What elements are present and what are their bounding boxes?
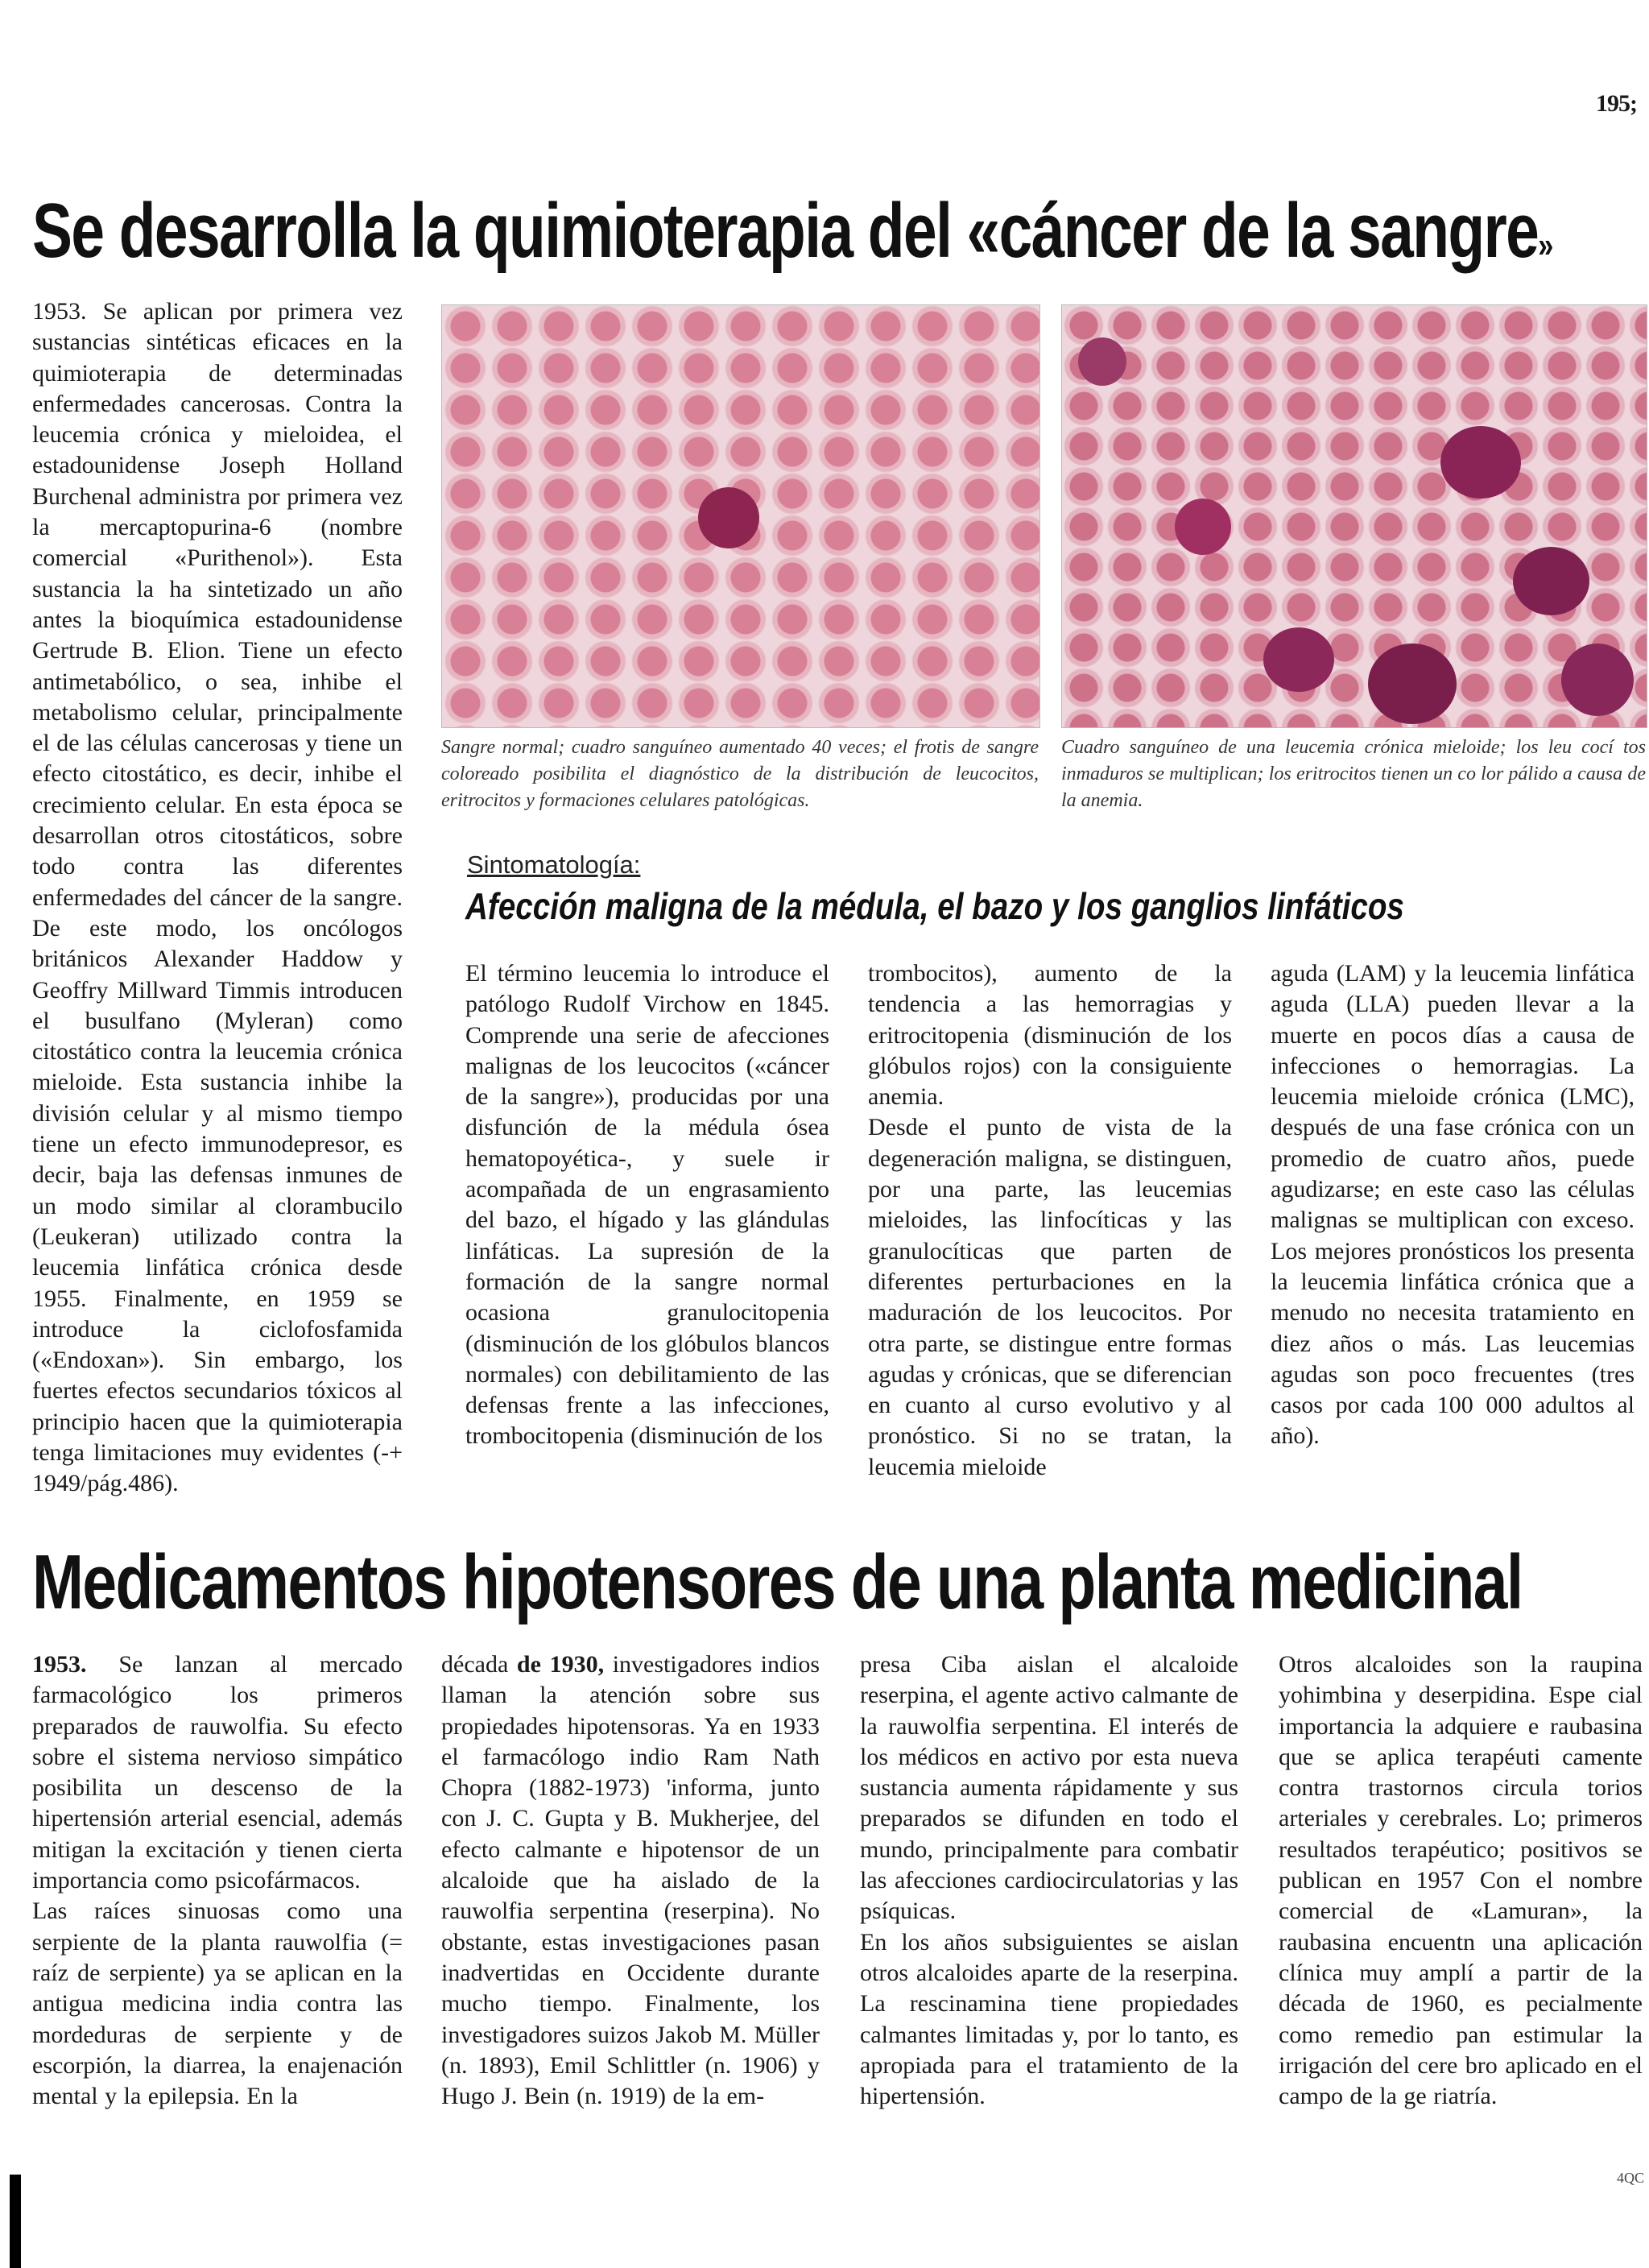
article2-title: Medicamentos hipotensores de una planta medicinal: [32, 1539, 1523, 1625]
year-lead: 1953.: [32, 1651, 87, 1678]
article2-column-1: [32, 1649, 403, 2112]
column-text: Las raíces sinuosas como una serpiente de la planta rauwolfia (= raíz de serpiente) ya se aplican en la antigua medicina india contra las mordeduras de serpiente y de escorpión, la diarrea, la enajenación mental y la epilepsia. En la: [32, 1898, 403, 2110]
column-text: [441, 1649, 820, 2112]
leukocyte-cell: [698, 487, 759, 548]
article1-sidebar: [32, 296, 403, 1500]
column-text: Se lanzan al mercado farmacológico los primeros preparados de rauwolfia. Su efecto sobre el sistema nervioso simpático posibilita un descenso de la hipertensión arterial esencial, además mitigan la excitación y tienen cierta importancia como psicofármacos.: [32, 1651, 403, 1894]
column-text: investigadores indios llaman la atención sobre sus propiedades hipotensoras. Ya en 1933 el farmacólogo indio Ram Nath Chopra (1882-1973) 'informa, junto con J. C. Gupta y B. Mukherjee, del efecto calmante e hipotensor de un alcaloide que ha aislado de la rauwolfia serpentina (reserpina). No obstante, estas investigaciones pasan inadvertidas en Occidente durante mucho tiempo. Finalmente, los investigadores suizos Jakob M. Müller (n. 1893), Emil Schlittler (n. 1906) y Hugo J. Bein (n. 1919) de la em-: [441, 1651, 820, 2110]
article1-column-3: [1271, 958, 1635, 1452]
page-number: 195;: [1596, 90, 1637, 117]
article1-column-2: [868, 958, 1232, 1483]
column-text: década: [441, 1651, 517, 1678]
photo1-caption: Sangre normal; cuadro sanguíneo aumentado 40 veces; el frotis de sangre coloreado posibilita el diagnóstico de la distribución de leucocitos, eritrocitos y formaciones celulares patológicas.: [441, 737, 1039, 811]
article2-column-4: [1279, 1649, 1643, 2112]
article2-column-3: [860, 1649, 1238, 2112]
leukocyte-cell: [1440, 426, 1521, 499]
column-text: [32, 1649, 403, 1896]
article1-column-1: [465, 958, 829, 1452]
column-text: Otros alcaloides son la raupina yohimbina y deserpidina. Espe cial importancia la adquiere e raubasina que se aplica terapéuti camente contra trastornos circula torios arteriales y cerebrales. Lo; primeros resultados terapéutico; positivos se publican en 1957 Con el nombre comercial de «Lamuran», la raubasina encuentn una aplicación clínica muy amplí a partir de la década de 1960, es pecialmente como remedio pan estimular la irrigación del cere bro aplicado en el campo de la ge riatría.: [1279, 1651, 1643, 2110]
footer-code: 4QC: [1617, 2170, 1645, 2186]
column-text: El término leucemia lo introduce el patólogo Rudolf Virchow en 1845. Comprende una serie de afecciones malignas de los leucocitos («cáncer de la sangre»), producidas por una disfunción de la médula ósea hematopoyética-, y suele ir acompañada de un engrasamiento del bazo, el hígado y las glándulas linfáticas. La supresión de la formación de la sangre normal ocasiona granulocitopenia (disminución de los glóbulos blancos normales) con debilitamiento de las defensas frente a las infecciones, trombocitopenia (disminución de los: [465, 960, 829, 1450]
column-text: presa Ciba aislan el alcaloide reserpina, el agente activo calmante de la rauwolfia serpentina. El interés de los médicos en activo por esta nueva sustancia aumenta rápidamente y sus preparados se difunden en todo el mundo, principalmente para combatir las afecciones cardiocirculatorias y las psíquicas.: [860, 1651, 1238, 1925]
article1-title-text: Se desarrolla la quimioterapia del «cáncer de la sangre: [32, 188, 1539, 274]
leukocyte-cell: [1263, 627, 1334, 692]
leukocyte-cell: [1513, 547, 1589, 615]
leukocyte-cell: [1175, 499, 1231, 555]
normal-blood-photo: [441, 304, 1040, 728]
article2-column-2: [441, 1649, 820, 2112]
leukocyte-cell: [1561, 644, 1634, 716]
leukemia-blood-photo: [1061, 304, 1647, 728]
leukocyte-cell: [1078, 337, 1126, 386]
page-edge-mark: [10, 2175, 21, 2268]
article1-title-end: »: [1538, 226, 1552, 265]
section-subhead: Afección maligna de la médula, el bazo y los ganglios linfáticos: [465, 885, 1404, 927]
column-text: aguda (LAM) y la leucemia linfática aguda (LLA) pueden llevar a la muerte en pocos días a causa de infecciones o hemorragias. La leucemia mieloide crónica (LMC), después de una fase crónica con un promedio de cuatro años, puede agudizarse; en este caso las células malignas se multiplican con exceso. Los mejores pronósticos los presenta la leucemia linfática crónica que a menudo no necesita tratamiento en diez años o más. Las leucemias agudas son poco frecuentes (tres casos por cada 100 000 adultos al año).: [1271, 960, 1635, 1450]
leukocyte-cell: [1368, 644, 1457, 724]
article1-sidebar-text: 1953. Se aplican por primera vez sustancias sintéticas eficaces en la quimioterapia de determinadas enfermedades cancerosas. Contra la leucemia crónica y mieloidea, el estadounidense Joseph Holland Burchenal administra por primera vez la mercaptopurina-6 (nombre comercial «Purithenol»). Esta sustancia la ha sintetizado un año antes la bioquímica estadounidense Gertrude B. Elion. Tiene un efecto antimetabólico, o sea, inhibe el metabolismo celular, principalmente el de las células cancerosas y tiene un efecto citostático, es decir, inhibe el crecimiento celular. En esta época se desarrollan otros citostáticos, sobre todo contra las diferentes enfermedades del cáncer de la sangre. De este modo, los oncólogos británicos Alexander Haddow y Geoffry Millward Timmis introducen el busulfano (Myleran) como citostático contra la leucemia crónica mieloide. Esta sustancia inhibe la división celular y al mismo tiempo tiene un efecto immunodepresor, es decir, baja las defensas inmunes de un modo similar al clorambucilo (Leukeran) utilizado contra la leucemia linfática crónica desde 1955. Finalmente, en 1959 se introduce la ciclofosfamida («Endoxan»). Sin embargo, los fuertes efectos secundarios tóxicos al principio hacen que la quimioterapia tenga limitaciones muy evidentes (-+ 1949/pág.486).: [32, 298, 403, 1497]
column-text: En los años subsiguientes se aislan otros alcaloides aparte de la reserpina. La rescinamina tiene propiedades calmantes limitadas y, por lo tanto, es apropiada para el tratamiento de la hipertensión.: [860, 1928, 1238, 2110]
article1-title: [32, 187, 1552, 275]
section-kicker: Sintomatología:: [467, 850, 641, 879]
photo2-caption: Cuadro sanguíneo de una leucemia crónica mieloide; los leu cocí tos inmaduros se multiplican; los eritrocitos tienen un co lor pálido a causa de la anemia.: [1061, 737, 1646, 811]
column-text: Desde el punto de vista de la degeneración maligna, se distinguen, por una parte, las leucemias mieloides, las linfocíticas y las granulocíticas que parten de diferentes perturbaciones en la maduración de los leucocitos. Por otra parte, se distingue entre formas agudas y crónicas, que se diferencian en cuanto al curso evolutivo y al pronóstico. Si no se tratan, la leucemia mieloide: [868, 1114, 1232, 1480]
decade-bold: de 1930,: [516, 1651, 605, 1678]
column-text: trombocitos), aumento de la tendencia a las hemorragias y eritrocitopenia (disminución de los glóbulos rojos) con la consiguiente anemia.: [868, 960, 1232, 1111]
